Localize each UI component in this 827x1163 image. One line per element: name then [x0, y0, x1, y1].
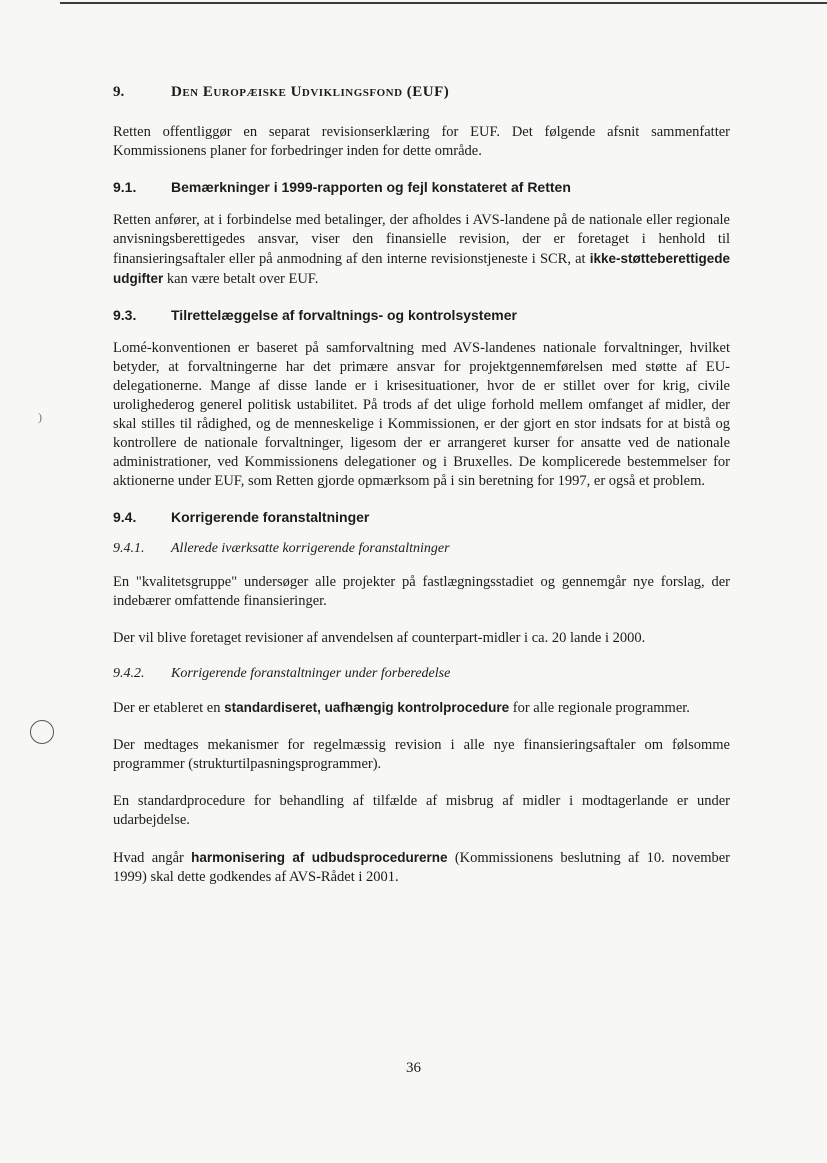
bold-text: harmonisering af udbudsprocedurerne — [191, 850, 448, 865]
text: Retten anfører, at i forbindelse med betalinger, der afholdes i AVS-landene på de nationale eller regionale anvisningsberettigedes ansvar, viser den finansielle revision, der er foretaget i henhold til finansieringsaftaler eller på anmodning af den interne revisionstjeneste i SCR, at — [113, 212, 730, 267]
text: kan være betalt over EUF. — [163, 271, 319, 287]
section-9-4-1-paragraph-1: En "kvalitetsgruppe" undersøger alle projekter på fastlægningsstadiet og gennemgår nye forslag, der indebærer omfattende finansieringer. — [113, 574, 730, 609]
section-number: 9.3. — [113, 307, 137, 323]
document-page — [113, 84, 730, 905]
section-9-paragraph: Retten offentliggør en separat revisionserklæring for EUF. Det følgende afsnit sammenfatter Kommissionens planer for forbedringer inden for dette område. — [113, 124, 730, 159]
section-9-4-heading — [113, 509, 730, 525]
section-title: Allerede iværksatte korrigerende foranstaltninger — [171, 541, 450, 556]
section-number: 9.4.2. — [113, 666, 145, 681]
scan-top-border — [60, 2, 827, 4]
page-number: 36 — [406, 1060, 421, 1076]
section-9-4-2-paragraph-4 — [113, 848, 730, 887]
section-9-4-2-paragraph-3: En standardprocedure for behandling af tilfælde af misbrug af midler i modtagerlande er under udarbejdelse. — [113, 793, 730, 828]
section-9-4-2-paragraph-1 — [113, 698, 730, 718]
section-9-4-2-paragraph-2: Der medtages mekanismer for regelmæssig revision i alle nye finansieringsaftaler om følsomme programmer (strukturtilpasningsprogrammer). — [113, 737, 730, 772]
bold-text: ikke-støtteberettigede udgifter — [113, 251, 730, 286]
section-9-4-2-heading — [113, 666, 730, 682]
text: (Kommissionens beslutning af 10. november 1999) skal dette godkendes af AVS-Rådet i 2001. — [113, 850, 730, 885]
section-number: 9.4.1. — [113, 541, 145, 556]
section-title: Den Europæiske Udviklingsfond (EUF) — [171, 84, 450, 100]
section-9-1-paragraph — [113, 211, 730, 289]
section-number: 9.1. — [113, 179, 137, 195]
section-title: Tilrettelæggelse af forvaltnings- og kontrolsystemer — [171, 307, 517, 323]
section-9-4-1-paragraph-2: Der vil blive foretaget revisioner af anvendelsen af counterpart-midler i ca. 20 lande i 2000. — [113, 630, 646, 646]
section-title: Korrigerende foranstaltninger under forberedelse — [171, 666, 451, 681]
punch-hole — [30, 720, 54, 744]
section-9-3-heading — [113, 307, 730, 323]
margin-mark: ) — [38, 410, 42, 424]
section-9-1-heading — [113, 179, 730, 195]
section-9-4-1-heading — [113, 541, 730, 557]
bold-text: standardiseret, uafhængig kontrolprocedure — [224, 700, 510, 715]
section-9-heading — [113, 84, 730, 101]
section-number: 9.4. — [113, 509, 137, 525]
section-number: 9. — [113, 84, 125, 100]
section-9-3-paragraph: Lomé-konventionen er baseret på samforvaltning med AVS-landenes nationale forvaltninger, hvilket betyder, at forvaltningerne har det primære ansvar for projektgennemførelsen med støtte af EU-delegationerne. Mange af disse lande er i krisesituationer, hvor de er stillet over for krig, civile urolighederog generel politisk ustabilitet. På trods af det ulige forhold mellem omfanget af midler, der skal stilles til rådighed, og de menneskelige i Kommissionen, er der gjort en stor indsats for at bistå og kontrollere de nationale forvaltninger, ligesom der er arrangeret kurser for ansatte ved de nationale administrationer, ved Kommissionens delegationer og i Bruxelles. De komplicerede bestemmelser for aktionerne under EUF, som Retten gjorde opmærksom på i sin beretning for 1997, er også et problem. — [113, 340, 730, 489]
text: Hvad angår — [113, 850, 192, 866]
text: for alle regionale programmer. — [509, 700, 690, 716]
section-title: Korrigerende foranstaltninger — [171, 509, 370, 525]
text: Der er etableret en — [113, 700, 225, 716]
section-title: Bemærkninger i 1999-rapporten og fejl konstateret af Retten — [171, 179, 571, 195]
